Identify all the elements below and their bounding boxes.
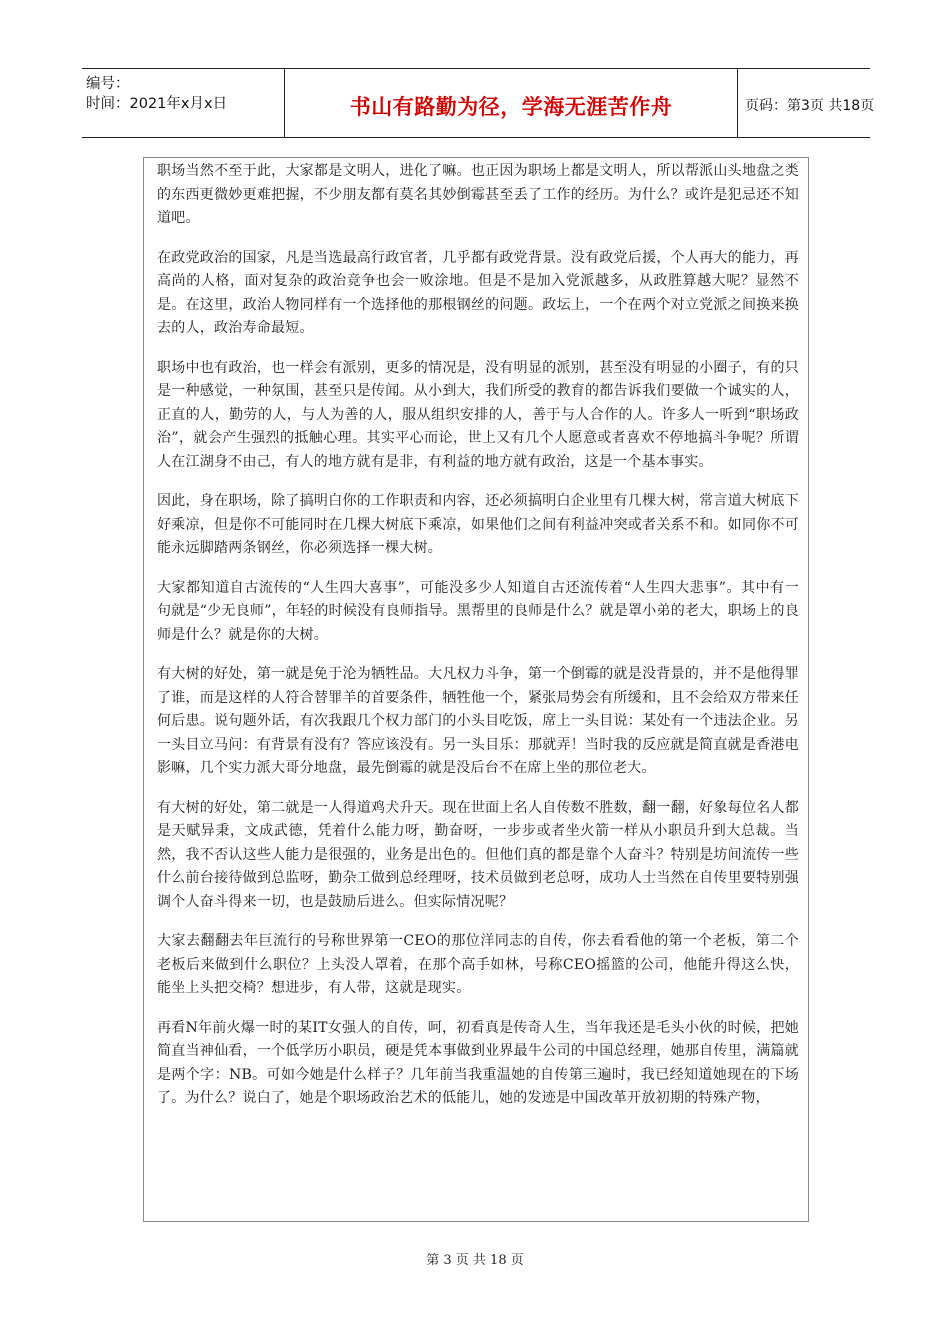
header-page-cell — [737, 69, 875, 137]
header-page-info: 页码：第3页 共18页 — [745, 98, 875, 114]
paragraph: 再看N年前火爆一时的某IT女强人的自传，呵，初看真是传奇人生，当年我还是毛头小伙的时候，把她简直当神仙看，一个低学历小职员，硬是凭本事做到业界最牛公司的中国总经理，她那自传里，满篇就是两个字：NB。可如今她是什么样子？几年前当我重温她的自传第三遍时，我已经知道她现在的下场了。为什么？说白了，她是个职场政治艺术的低能儿，她的发迹是中国改革开放初期的特殊产物， — [157, 1019, 799, 1106]
article-body — [157, 160, 799, 1127]
document-code-label: 编号： — [86, 76, 130, 92]
page-header — [82, 68, 875, 138]
paragraph: 职场当然不至于此，大家都是文明人，进化了嘛。也正因为职场上都是文明人，所以帮派山头地盘之类的东西更微妙更难把握，不少朋友都有莫名其妙倒霉甚至丢了工作的经历。为什么？或许是犯忌还不知道吧。 — [157, 163, 799, 226]
header-meta — [82, 69, 284, 137]
paragraph: 大家都知道自古流传的“人生四大喜事”，可能没多少人知道自古还流传着“人生四大悲事”。其中有一句就是“少无良师”，年轻的时候没有良师指导。黑帮里的良师是什么？就是罩小弟的老大，职场上的良师是什么？就是你的大树。 — [157, 579, 799, 643]
paragraph: 因此，身在职场，除了搞明白你的工作职责和内容，还必须搞明白企业里有几棵大树，常言道大树底下好乘凉，但是你不可能同时在几棵大树底下乘凉，如果他们之间有利益冲突或者关系不和。如同你不可能永远脚踏两条钢丝，你必须选择一棵大树。 — [157, 493, 799, 556]
paragraph: 大家去翻翻去年巨流行的号称世界第一CEO的那位洋同志的自传，你去看看他的第一个老板，第二个老板后来做到什么职位？上头没人罩着，在那个高手如林，号称CEO摇篮的公司，他能升得这么快，能坐上头把交椅？想进步，有人带，这就是现实。 — [157, 933, 799, 996]
content-frame — [143, 157, 809, 1222]
page-footer: 第 3 页 共 18 页 — [426, 1253, 524, 1268]
paragraph: 在政党政治的国家，凡是当选最高行政官者，几乎都有政党背景。没有政党后援，个人再大的能力，再高尚的人格，面对复杂的政治竞争也会一败涂地。但是不是加入党派越多，从政胜算越大呢？显然不是。在这里，政治人物同样有一个选择他的那根钢丝的问题。政坛上，一个在两个对立党派之间换来换去的人，政治寿命最短。 — [157, 249, 799, 336]
paragraph: 职场中也有政治，也一样会有派别，更多的情况是，没有明显的派别，甚至没有明显的小圈子，有的只是一种感觉，一种氛围，甚至只是传闻。从小到大，我们所受的教育的都告诉我们要做一个诚实的人，正直的人，勤劳的人，与人为善的人，服从组织安排的人，善于与人合作的人。许多人一听到“职场政治”，就会产生强烈的抵触心理。其实平心而论，世上又有几个人愿意或者喜欢不停地搞斗争呢？所谓人在江湖身不由己，有人的地方就有是非，有利益的地方就有政治，这是一个基本事实。 — [157, 359, 799, 470]
header-motto-cell — [284, 69, 738, 137]
header-motto: 书山有路勤为径，学海无涯苦作舟 — [349, 95, 673, 119]
paragraph: 有大树的好处，第二就是一人得道鸡犬升天。现在世面上名人自传数不胜数，翻一翻，好象每位名人都是天赋异秉，文成武德，凭着什么能力呀，勤奋呀，一步步或者坐火箭一样从小职员升到大总裁。当然，我不否认这些人能力是很强的，业务是出色的。但他们真的都是靠个人奋斗？特别是坊间流传一些什么前台接待做到总监呀，勤杂工做到总经理呀，技术员做到老总呀，成功人士当然在自传里要特别强调个人奋斗得来一切，也是鼓励后进么。但实际情况呢？ — [157, 799, 799, 910]
paragraph: 有大树的好处，第一就是免于沦为牺牲品。大凡权力斗争，第一个倒霉的就是没背景的，并不是他得罪了谁，而是这样的人符合替罪羊的首要条件，牺牲他一个，紧张局势会有所缓和，且不会给双方带来任何后患。说句题外话，有次我跟几个权力部门的小头目吃饭，席上一头目说：某处有一个违法企业。另一头目立马问：有背景有没有？答应该没有。另一头目乐：那就弄！当时我的反应就是简直就是香港电影嘛，几个实力派大哥分地盘，最先倒霉的就是没后台不在席上坐的那位老大。 — [157, 666, 799, 776]
document-time: 时间：2021年x月x日 — [86, 96, 228, 112]
